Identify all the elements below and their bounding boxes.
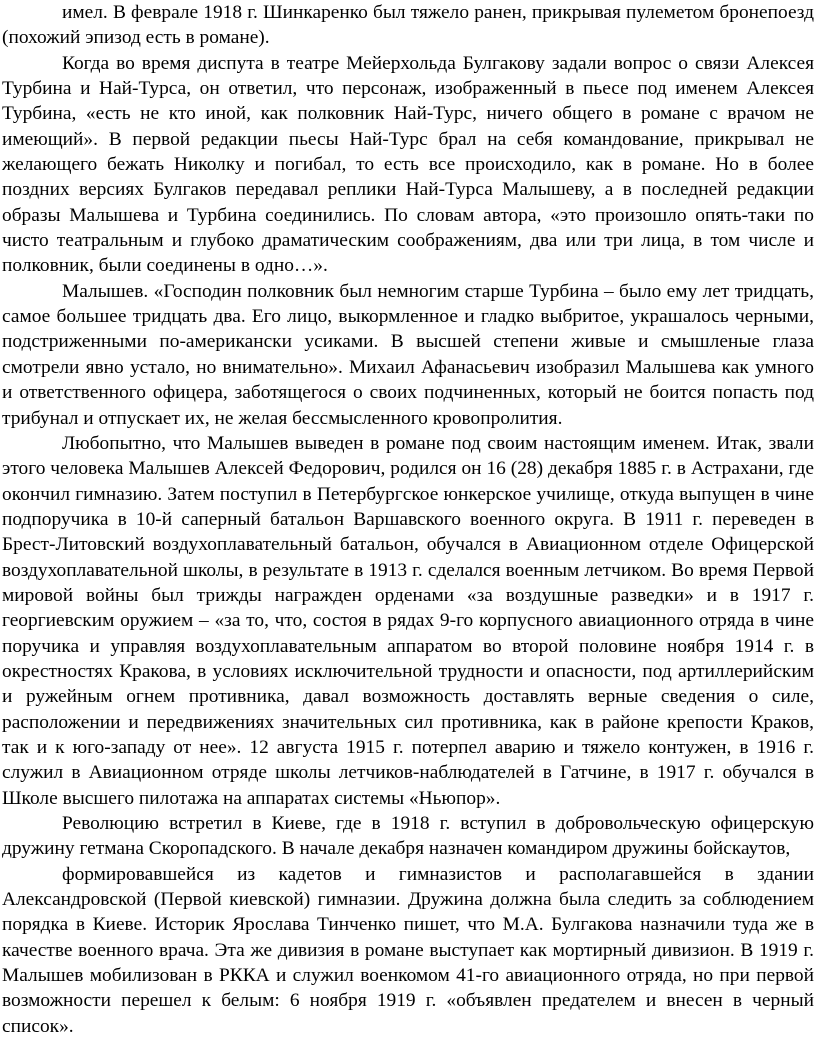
- paragraph: Когда во время диспута в театре Мейерхольда Булгакову задали вопрос о связи Алексея Турбина и Най-Турса, он ответил, что персонаж, изображенный в пьесе под именем Алексея Турбина, «есть не кто иной, как полковник Най-Турс, ничего общего в романе с врачом не имеющий». В первой редакции пьесы Най-Турс брал на себя командование, прикрывал не желающего бежать Николку и погибал, то есть все происходило, как в романе. Но в более поздних версиях Булгаков передавал реплики Най-Турса Малышеву, а в последней редакции образы Малышева и Турбина соединились. По словам автора, «это произошло опять-таки по чисто театральным и глубоко драматическим соображениям, два или три лица, в том числе и полковник, были соединены в одно…».: [2, 52, 814, 277]
- paragraph: имел. В феврале 1918 г. Шинкаренко был тяжело ранен, прикрывая пулеметом бронепоезд (похожий эпизод есть в романе).: [2, 2, 814, 49]
- paragraph: формировавшейся из кадетов и гимназистов и располагавшейся в здании Александровской (Первой киевской) гимназии. Дружина должна была следить за соблюдением порядка в Киеве. Историк Ярослава Тинченко пишет, что М.А. Булгакова назначили туда же в качестве военного врача. Эта же дивизия в романе выступает как мортирный дивизион. В 1919 г. Малышев мобилизован в РККА и служил военкомом 41-го авиационного отряда, но при первой возможности перешел к белым: 6 ноября 1919 г. «объявлен предателем и внесен в черный список».: [2, 863, 814, 1037]
- paragraph: Малышев. «Господин полковник был немногим старше Турбина – было ему лет тридцать, самое большее тридцать два. Его лицо, выкормленное и гладко выбритое, украшалось черными, подстриженными по-американски усиками. В высшей степени живые и смышленые глаза смотрели явно устало, но внимательно». Михаил Афанасьевич изобразил Малышева как умного и ответственного офицера, заботящегося о своих подчиненных, который не боится попасть под трибунал и отпускает их, не желая бессмысленного кровопролития.: [2, 280, 814, 429]
- paragraph: Революцию встретил в Киеве, где в 1918 г. вступил в добровольческую офицерскую дружину гетмана Скоропадского. В начале декабря назначен командиром дружины бойскаутов,: [2, 813, 814, 860]
- paragraph: Любопытно, что Малышев выведен в романе под своим настоящим именем. Итак, звали этого человека Малышев Алексей Федорович, родился он 16 (28) декабря 1885 г. в Астрахани, где окончил гимназию. Затем поступил в Петербургское юнкерское училище, откуда выпущен в чине подпоручика в 10-й саперный батальон Варшавского военного округа. В 1911 г. переведен в Брест-Литовский воздухоплавательный батальон, обучался в Авиационном отделе Офицерской воздухоплавательной школы, в результате в 1913 г. сделался военным летчиком. Во время Первой мировой войны был трижды награжден орденами «за воздушные разведки» и в 1917 г. георгиевским оружием – «за то, что, состоя в рядах 9-го корпусного авиационного отряда в чине поручика и управляя воздухоплавательным аппаратом во второй половине ноября 1914 г. в окрестностях Кракова, в условиях исключительной трудности и опасности, под артиллерийским и ружейным огнем противника, давал возможность доставлять верные сведения о силе, расположении и передвижениях значительных сил противника, как в районе крепости Краков, так и к юго-западу от нее». 12 августа 1915 г. потерпел аварию и тяжело контужен, в 1916 г. служил в Авиационном отряде школы летчиков-наблюдателей в Гатчине, в 1917 г. обучался в Школе высшего пилотажа на аппаратах системы «Ньюпор».: [2, 432, 814, 809]
